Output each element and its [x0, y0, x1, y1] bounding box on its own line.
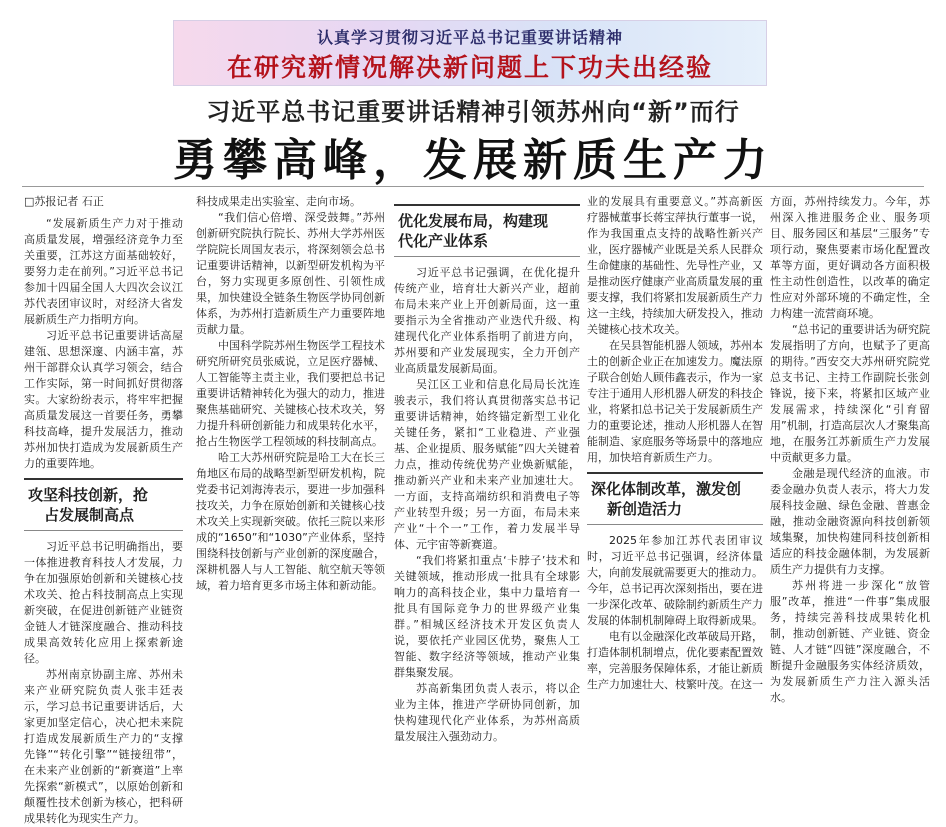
- paragraph: 在吴县智能机器人领域，苏州本土的创新企业正在加速发力。魔法原子联合创始人顾伟鑫表示，作为一家专注于通用人形机器人研发的科技企业，将紧扣总书记关于发展新质生产力的重要论述，推动人形机器人在智能制造、家庭服务等场景中的落地应用，加快培育新质生产力。: [587, 339, 763, 464]
- paragraph: 2025年参加江苏代表团审议时，习近平总书记强调，经济体量大，向前发展就需要更大的推动力。今年，总书记再次深刻指出，要在进一步深化改革、破除制约新质生产力发展的体制机制障碍上取得新成果。: [587, 534, 763, 627]
- article-column-3: [394, 194, 580, 790]
- paragraph: 业的发展具有重要意义。”苏高新医疗器械董事长蒋宝萍执行董事一说，作为我国重点支持的战略性新兴产业，医疗器械产业既是关系人民群众生命健康的基础性、先导性产业，又是推动医疗健康产业高质量发展的重要支撑，我们将紧扣发展新质生产力这一主线，持续加大研发投入，推动关键核心技术攻关。: [587, 195, 763, 336]
- article-subtitle: 习近平总书记重要讲话精神引领苏州向“新”而行: [206, 98, 740, 126]
- divider: [22, 186, 924, 187]
- section-heading-line: 深化体制改革，激发创: [591, 480, 742, 498]
- paragraph: “我们将紧扣重点‘卡脖子’技术和关键领域，推动形成一批具有全球影响力的高科技企业，集中力量培育一批具有国际竞争力的世界级产业集群。”相城区经济技术开发区负责人说，要依托产业园区优势，聚焦人工智能、数字经济等领域，推动产业集群集聚发展。: [394, 554, 580, 679]
- paragraph: 苏州南京协副主席、苏州未来产业研究院负责人张丰廷表示，学习总书记重要讲话后，大家更加坚定信心，决心把未来院打造成发展新质生产力的“支撑先锋”“转化引擎”“链接纽带”，在未来产业创新的“新赛道”上率先探索“新模式”，以原始创新和颠覆性技术创新为核心，把科研成果转化为现实生产力。: [24, 668, 183, 825]
- section-heading: [394, 204, 580, 257]
- paragraph: 苏州将进一步深化“放管服”改革，推进“一件事”集成服务，持续完善科技成果转化机制，推动创新链、产业链、资金链、人才链“四链”深度融合，不断提升金融服务实体经济质效，为发展新质生产力注入源头活水。: [770, 579, 930, 704]
- paragraph: 哈工大苏州研究院是哈工大在长三角地区布局的战略型新型研发机构，院党委书记刘海涛表示，要进一步加强科技攻关，力争在原始创新和关键核心技术攻关上实现新突破。依托三院以来形成的“1650”和“1030”产业体系，坚持围绕科技创新与产业创新的深度融合，深耕机器人与人工智能、航空航天等领域，着力培育更多市场主体和新动能。: [196, 451, 385, 592]
- banner-title: 在研究新情况解决新问题上下功夫出经验: [226, 53, 713, 82]
- section-heading-line: 攻坚科技创新，抢: [28, 486, 149, 504]
- paragraph: 习近平总书记明确指出，要一体推进教育科技人才发展，力争在加强原始创新和关键核心技术攻关、抢占科技制高点上实现新突破，在促进创新链产业链资金链人才链深度融合、推动科技成果高效转化应用上探索新途径。: [24, 540, 183, 665]
- paragraph: 习近平总书记重要讲话高屋建瓴、思想深邃、内涵丰富，苏州干部群众认真学习领会，结合工作实际，第一时间抓好贯彻落实。大家纷纷表示，将牢牢把握高质量发展这一首要任务，勇攀科技高峰，提升发展活力，推动苏州加快打造成为发展新质生产力的重要阵地。: [24, 329, 183, 470]
- section-heading-line: 代化产业体系: [398, 232, 489, 250]
- article-column-2: [196, 194, 385, 790]
- byline: □苏报记者 石正: [24, 195, 104, 208]
- section-heading-line: 优化发展布局，构建现: [398, 212, 549, 230]
- paragraph: 科技成果走出实验室、走向市场。: [196, 195, 361, 208]
- paragraph: “发展新质生产力对于推动高质量发展，增强经济竞争力至关重要，江苏这方面基础较好，要努力走在前列。”习近平总书记参加十四届全国人大四次会议江苏代表团审议时，对经济大省发展新质生产力指明方向。: [24, 217, 183, 326]
- article-headline: 勇攀高峰，发展新质生产力: [173, 135, 773, 186]
- article-column-1: [24, 194, 183, 825]
- article-column-5: [770, 194, 930, 790]
- paragraph: 电有以金融深化改革破局开路，打造体制机制增点，优化要素配置效率，完善服务保障体系，才能让新质生产力加速壮大、枝繁叶茂。在这一: [587, 630, 763, 691]
- paragraph: 习近平总书记强调，在优化提升传统产业，培育壮大新兴产业，超前布局未来产业上开创新局面，这一重要指示为全省推动产业迭代升级、构建现代化产业体系指明了前进方向，苏州要和产业发展现实，全力开创产业高质量发展新局面。: [394, 266, 580, 375]
- section-heading-line: 新创造活力: [607, 500, 683, 518]
- banner-kicker: 认真学习贯彻习近平总书记重要讲话精神: [316, 28, 623, 47]
- paragraph: “总书记的重要讲话为研究院发展指明了方向，也赋予了更高的期待。”西安交大苏州研究院党总支书记、主持工作副院长张剑锋说，接下来，将紧扣区域产业发展需求，持续深化“引育留用”机制，打造高层次人才聚集高地，在服务江苏新质生产力发展中贡献更多力量。: [770, 323, 930, 464]
- banner: [173, 20, 767, 86]
- section-heading-line: 占发展制高点: [44, 506, 135, 524]
- paragraph: 金融是现代经济的血液。市委金融办负责人表示，将大力发展科技金融、绿色金融、普惠金融，推动金融资源向科技创新领域集聚，加快构建同科技创新相适应的科技金融体制，为发展新质生产力提供有力支撑。: [770, 467, 930, 576]
- paragraph: 方面，苏州持续发力。今年，苏州深入推进服务企业、服务项目、服务园区和基层“三服务”专项行动，聚焦要素市场化配置改革等方面，更好调动各方面积极性主动性创造性，以改革的确定性应对外部环境的不确定性，全力构建一流营商环境。: [770, 195, 930, 320]
- paragraph: 苏高新集团负责人表示，将以企业为主体，推进产学研协同创新，加快构建现代化产业体系，为苏州高质量发展注入强劲动力。: [394, 682, 580, 743]
- section-heading: [24, 478, 183, 531]
- section-heading: [587, 472, 763, 525]
- article-column-4: [587, 194, 763, 790]
- paragraph: “我们信心倍增、深受鼓舞。”苏州创新研究院执行院长、苏州大学苏州医学院院长周国友表示，将深刻领会总书记重要讲话精神，以新型研发机构为平台，努力实现更多原创性、引领性成果，加快建设全链条生物医学协同创新体系，为苏州打造新质生产力重要阵地贡献力量。: [196, 211, 385, 336]
- paragraph: 中国科学院苏州生物医学工程技术研究所研究员张威说，立足医疗器械、人工智能等主责主业，我们要把总书记重要讲话精神转化为强大的动力，推进聚焦基础研究、关键核心技术攻关，努力提升科研创新能力和成果转化水平，抢占生物医学工程领域的科技制高点。: [196, 339, 385, 448]
- paragraph: 吴江区工业和信息化局局长沈连骏表示，我们将认真贯彻落实总书记重要讲话精神，始终锚定新型工业化关键任务，紧扣“工业稳进、产业强基、企业提质、服务赋能”四大关键着力点，推动传统优势产业焕新赋能，推动新兴产业和未来产业加速壮大。一方面，支持高端纺织和消费电子等产业转型升级；另一方面，布局未来产业“十个一”工作，着力发展半导体、元宇宙等新赛道。: [394, 378, 580, 551]
